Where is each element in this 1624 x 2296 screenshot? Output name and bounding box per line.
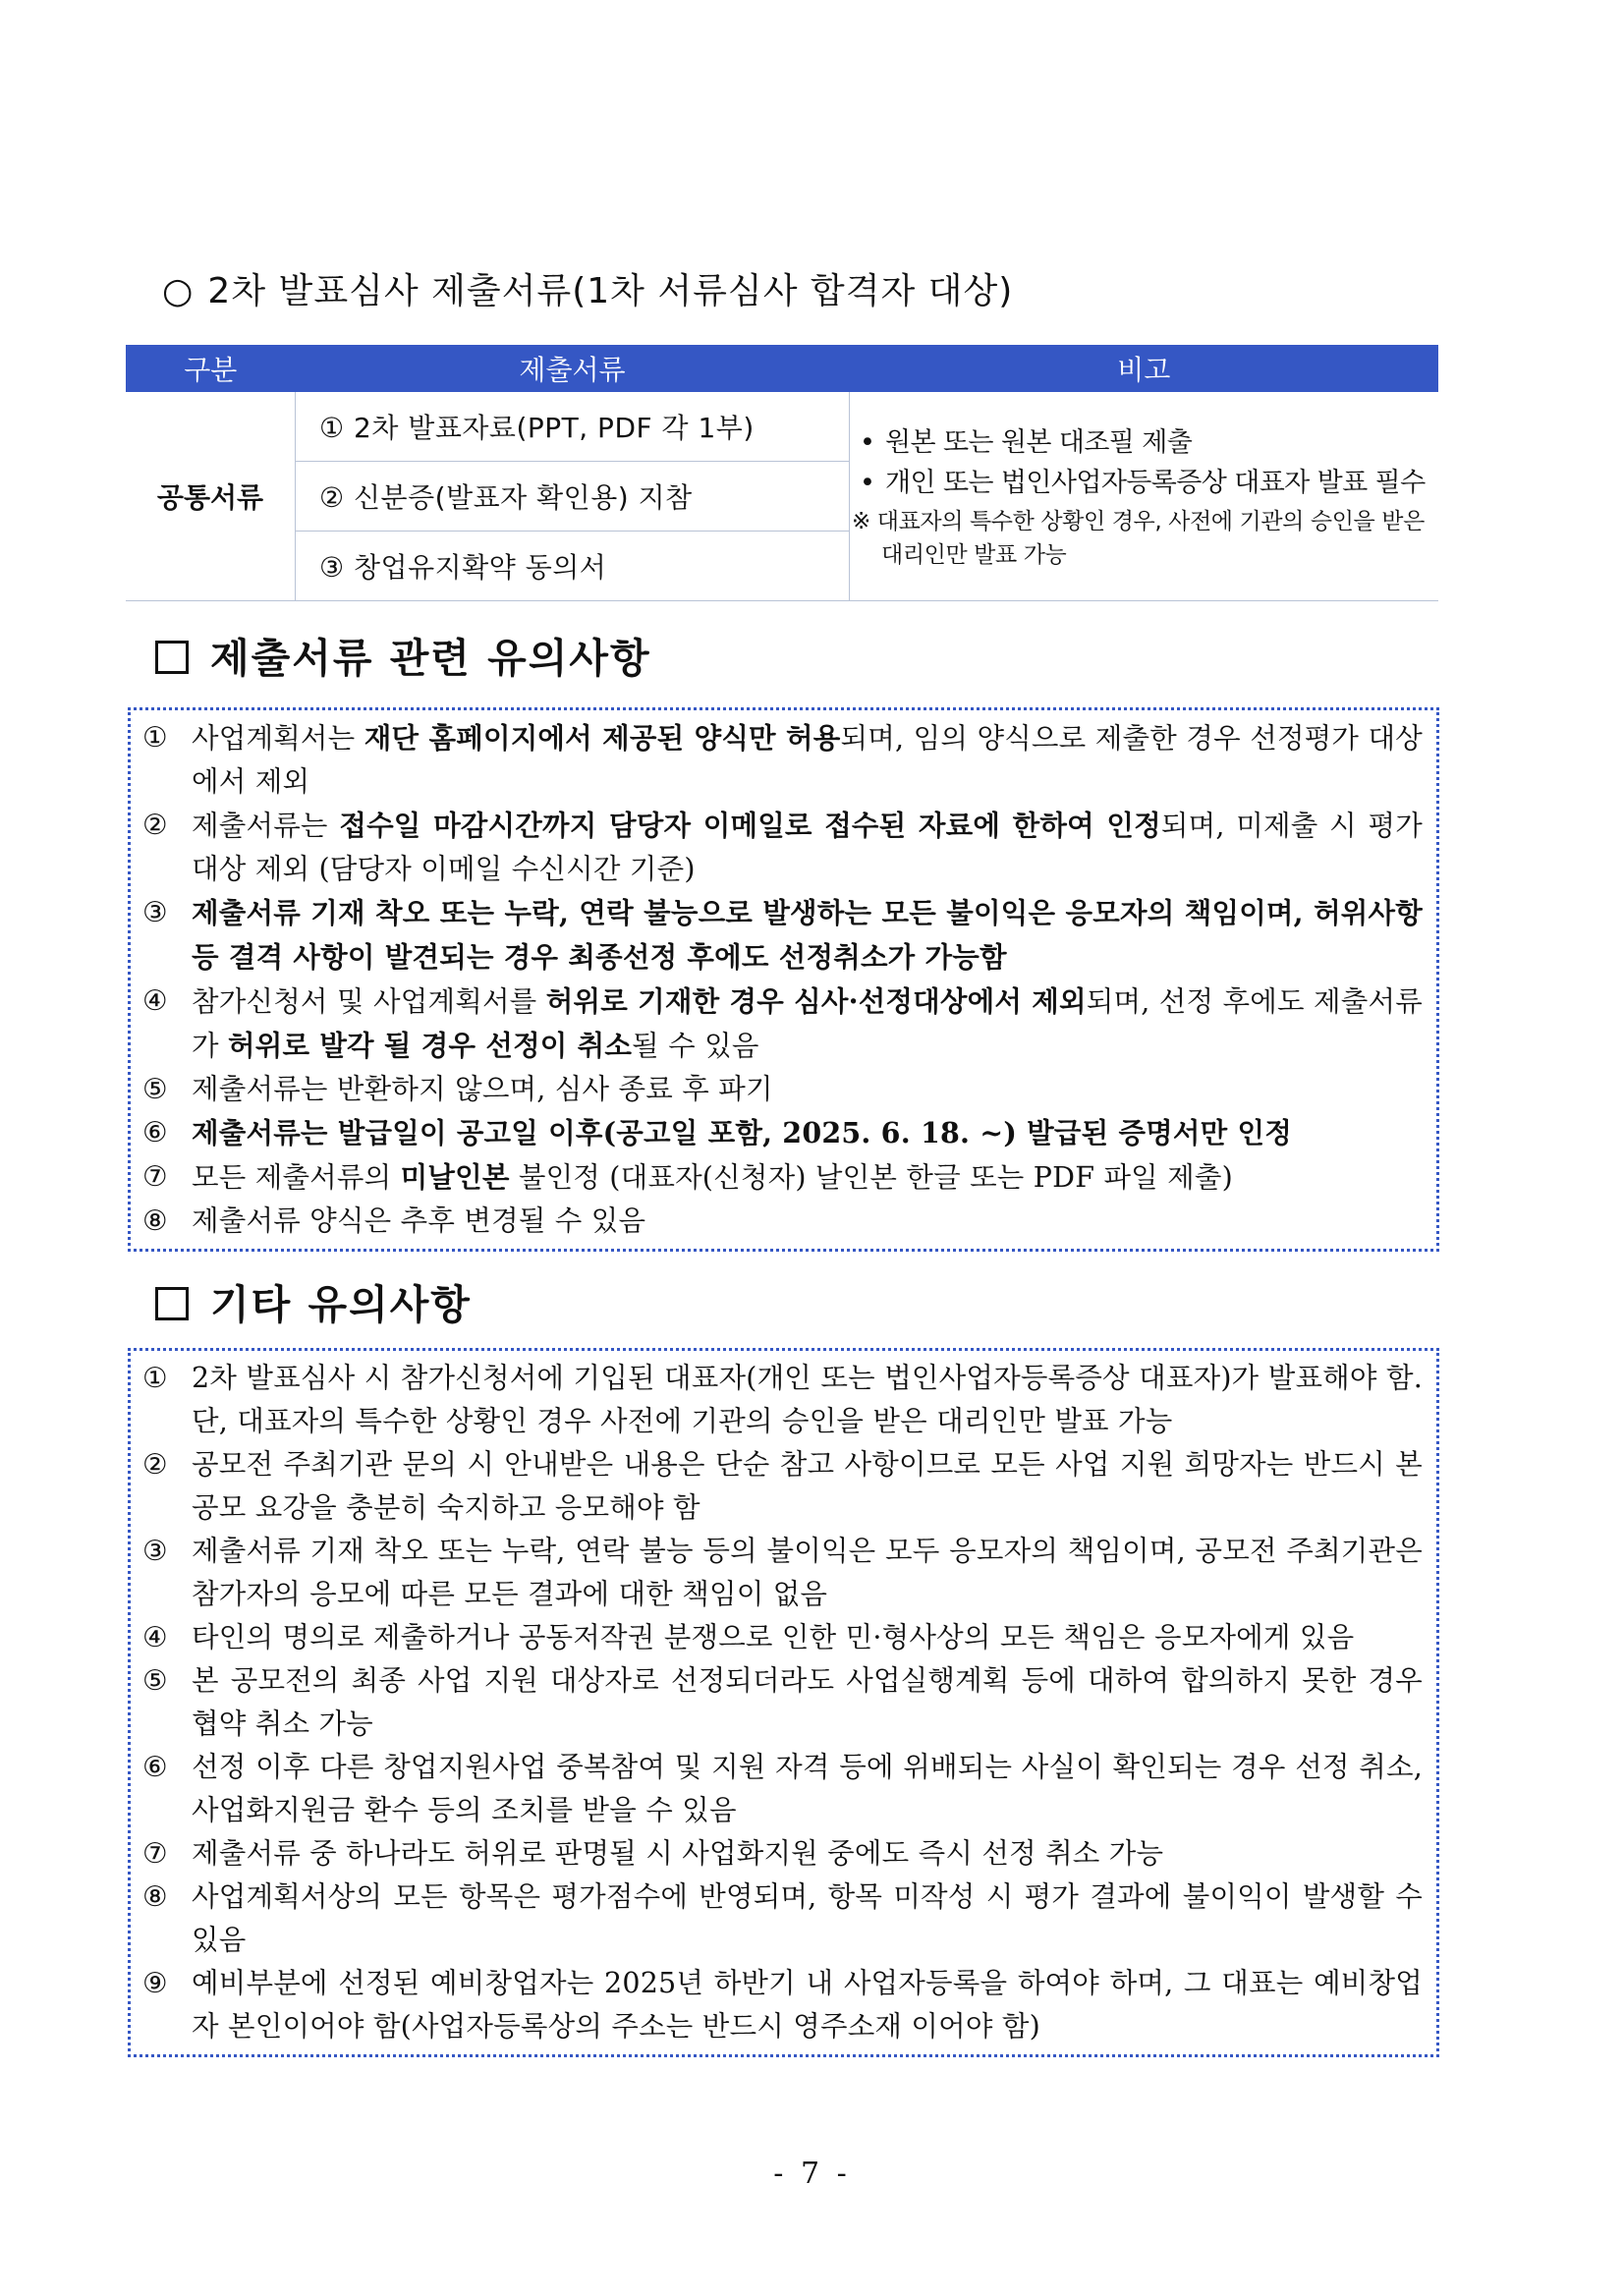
checkbox-square-icon (155, 641, 189, 674)
document-item: ③ 창업유지확약 동의서 (296, 532, 850, 601)
item-text: 되며, 선정 후에도 제출서류가 (192, 985, 1423, 1062)
list-item (142, 1200, 1423, 1243)
section-heading-other (155, 1272, 472, 1330)
item-text: 사업계획서는 (192, 722, 364, 755)
item-text: 타인의 명의로 제출하거나 공동저작권 분쟁으로 인한 민·형사상의 모든 책임은 응모자에게 있음 (192, 1621, 1355, 1653)
item-text: 되며, 미제출 시 평가대상 제외 (담당자 이메일 수신시간 기준) (192, 810, 1423, 885)
emphasis-text: 허위로 기재한 경우 심사·선정대상에서 제외 (545, 984, 1087, 1018)
emphasis-text: 재단 홈페이지에서 제공된 양식만 허용 (364, 721, 841, 755)
item-number: ① (142, 721, 168, 754)
item-text: 예비부분에 선정된 예비창업자는 2025년 하반기 내 사업자등록을 하여야 하며, 그 대표는 예비창업자 본인이어야 함(사업자등록상의 주소는 반드시 영주소재 이어야 함) (192, 1967, 1423, 2043)
emphasis-text: 제출서류는 발급일이 공고일 이후(공고일 포함, 2025. 6. 18. ~) 발급된 증명서만 인정 (192, 1116, 1292, 1149)
list-item (142, 1357, 1423, 1443)
list-item (142, 980, 1423, 1068)
item-number: ⑥ (142, 1751, 168, 1783)
item-text: 될 수 있음 (632, 1030, 759, 1062)
item-text: 사업계획서상의 모든 항목은 평가점수에 반영되며, 항목 미작성 시 평가 결과에 불이익이 발생할 수 있음 (192, 1880, 1423, 1956)
item-number: ⑥ (142, 1116, 168, 1148)
document-item: ① 2차 발표자료(PPT, PDF 각 1부) (296, 392, 850, 462)
list-item (142, 1443, 1423, 1530)
item-number: ③ (142, 896, 168, 928)
document-item: ② 신분증(발표자 확인용) 지참 (296, 462, 850, 532)
emphasis-text: 제출서류 기재 착오 또는 누락, 연락 불능으로 발생하는 모든 불이익은 응모자의 책임이며, 허위사항 등 결격 사항이 발견되는 경우 최종선정 후에도 선정취소가 가능함 (192, 896, 1423, 974)
header-category: 구분 (126, 345, 296, 392)
list-item (142, 716, 1423, 804)
item-text: 공모전 주최기관 문의 시 안내받은 내용은 단순 참고 사항이므로 모든 사업 지원 희망자는 반드시 본 공모 요강을 충분히 숙지하고 응모해야 함 (192, 1448, 1423, 1524)
list-item (142, 1746, 1423, 1832)
item-number: ③ (142, 1535, 168, 1567)
item-number: ⑧ (142, 1880, 168, 1913)
remark-text: ※ 대표자의 특수한 상황인 경우, 사전에 기관의 승인을 받은 대리인만 발표 가능 (852, 509, 1425, 568)
page-number: - 7 - (773, 2156, 851, 2191)
emphasis-text: 미날인본 (400, 1160, 510, 1194)
item-text: 제출서류 중 하나라도 허위로 판명될 시 사업화지원 중에도 즉시 선정 취소 가능 (192, 1837, 1164, 1870)
notes-cell (850, 392, 1439, 601)
sub-heading-text: 2차 발표심사 제출서류(1차 서류심사 합격자 대상) (207, 271, 1014, 311)
item-text: 제출서류 기재 착오 또는 누락, 연락 불능 등의 불이익은 모두 응모자의 책임이며, 공모전 주최기관은 참가자의 응모에 따른 모든 결과에 대한 책임이 없음 (192, 1535, 1423, 1610)
item-text: 본 공모전의 최종 사업 지원 대상자로 선정되더라도 사업실행계획 등에 대하여 합의하지 못한 경우 협약 취소 가능 (192, 1664, 1423, 1740)
item-text: 불인정 (대표자(신청자) 날인본 한글 또는 PDF 파일 제출) (509, 1161, 1233, 1194)
item-number: ⑨ (142, 1967, 168, 1999)
bullet-icon: • (860, 468, 875, 498)
list-item (142, 1659, 1423, 1746)
item-number: ② (142, 809, 168, 841)
bullet-icon: • (860, 427, 875, 458)
section-title: 제출서류 관련 유의사항 (210, 635, 651, 682)
table-row (126, 392, 1438, 462)
note-item (860, 461, 1428, 499)
checkbox-square-icon (155, 1287, 189, 1320)
item-text: 모든 제출서류의 (192, 1161, 401, 1194)
item-text: 선정 이후 다른 창업지원사업 중복참여 및 지원 자격 등에 위배되는 사실이 확인되는 경우 선정 취소, 사업화지원금 환수 등의 조치를 받을 수 있음 (192, 1751, 1423, 1826)
item-number: ④ (142, 984, 168, 1017)
emphasis-text: 접수일 마감시간까지 담당자 이메일로 접수된 자료에 한하여 인정 (339, 809, 1161, 842)
header-notes: 비고 (850, 345, 1439, 392)
sub-heading (162, 263, 1013, 313)
item-text: 되며, 임의 양식으로 제출한 경우 선정평가 대상에서 제외 (192, 722, 1423, 798)
item-number: ⑤ (142, 1073, 168, 1105)
submission-notes-box (128, 707, 1439, 1252)
emphasis-text: 허위로 발각 될 경우 선정이 취소 (228, 1029, 633, 1062)
category-cell: 공통서류 (126, 392, 296, 601)
item-text: 참가신청서 및 사업계획서를 (192, 985, 546, 1018)
other-notes-box (128, 1348, 1439, 2057)
header-documents: 제출서류 (296, 345, 850, 392)
list-item (142, 1155, 1423, 1200)
list-item (142, 1616, 1423, 1659)
item-number: ① (142, 1362, 168, 1394)
item-number: ④ (142, 1621, 168, 1653)
item-number: ⑦ (142, 1837, 168, 1870)
list-item (142, 1876, 1423, 1962)
table-header-row (126, 345, 1438, 392)
list-item (142, 1530, 1423, 1616)
note-text: 원본 또는 원본 대조필 제출 (885, 427, 1193, 458)
item-number: ⑦ (142, 1160, 168, 1193)
list-item (142, 891, 1423, 980)
note-item (860, 420, 1428, 459)
circle-marker: ○ (162, 271, 195, 311)
list-item (142, 1111, 1423, 1155)
section-title: 기타 유의사항 (210, 1281, 472, 1328)
list-item (142, 1068, 1423, 1111)
item-text: 2차 발표심사 시 참가신청서에 기입된 대표자(개인 또는 법인사업자등록증상 대표자)가 발표해야 함. 단, 대표자의 특수한 상황인 경우 사전에 기관의 승인을 받은 대리인만 발표 가능 (192, 1362, 1423, 1437)
list-item (142, 1832, 1423, 1876)
section-heading-submission (155, 626, 651, 684)
item-number: ⑧ (142, 1204, 168, 1237)
list-item (142, 1962, 1423, 2048)
note-text: 개인 또는 법인사업자등록증상 대표자 발표 필수 (885, 468, 1426, 498)
item-number: ⑤ (142, 1664, 168, 1697)
list-item (142, 804, 1423, 891)
notes-list (860, 420, 1428, 499)
item-text: 제출서류는 반환하지 않으며, 심사 종료 후 파기 (192, 1073, 773, 1105)
documents-table (126, 345, 1438, 601)
item-text: 제출서류 양식은 추후 변경될 수 있음 (192, 1204, 646, 1237)
item-number: ② (142, 1448, 168, 1481)
item-text: 제출서류는 (192, 810, 340, 842)
